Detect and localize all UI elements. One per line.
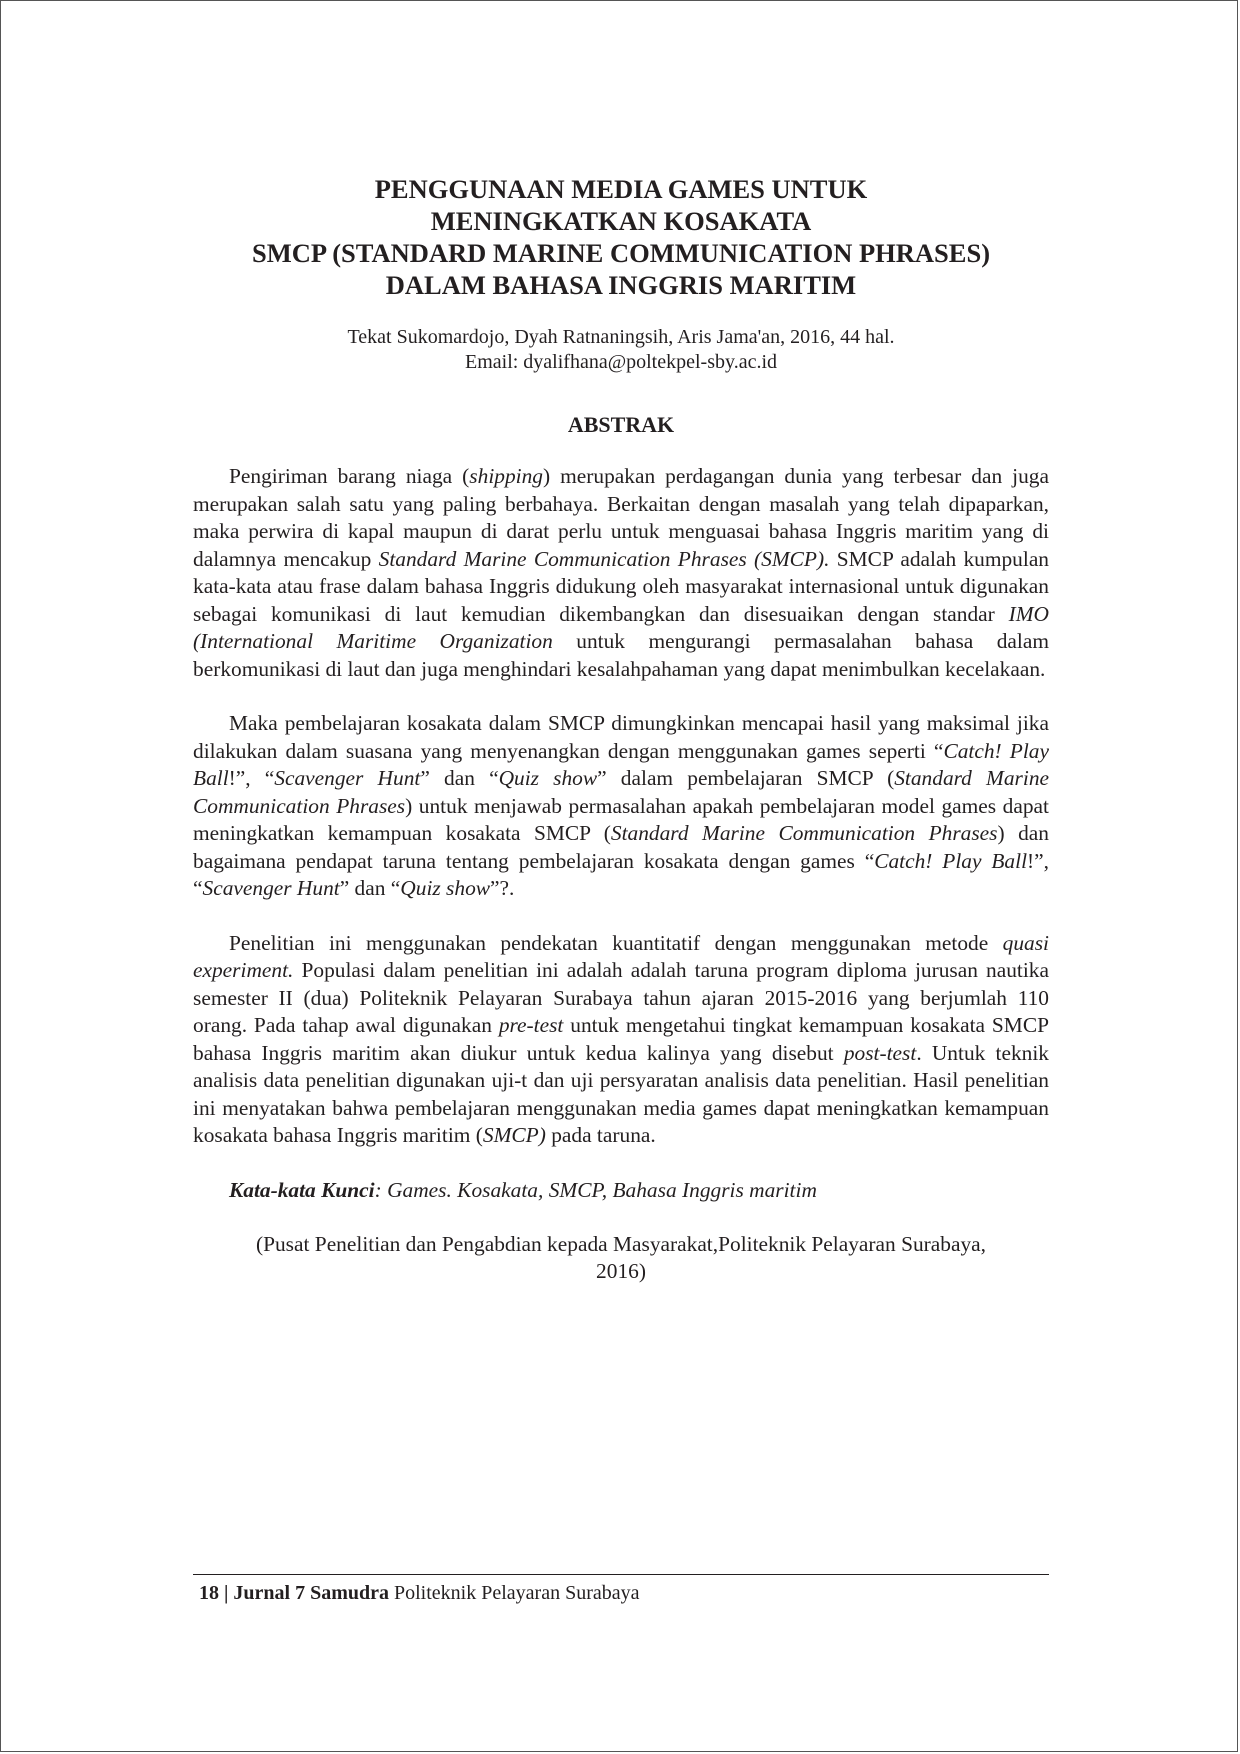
- italic-run: pre-test: [498, 1013, 564, 1037]
- text-run: !”, “: [228, 766, 275, 790]
- italic-run: Quiz show: [400, 876, 491, 900]
- italic-run: quasi experiment.: [193, 930, 1049, 982]
- keywords-line: [193, 1177, 1049, 1204]
- text-run: . Untuk teknik analisis data penelitian digunakan uji-t dan uji persyaratan analisis data penelitian. Hasil penelitian ini menyatakan bahwa pembelajaran menggunakan media games dapat meningkatkan kemampuan kosakata bahasa Inggris maritim (: [193, 1040, 1049, 1147]
- title-line: SMCP (STANDARD MARINE COMMUNICATION PHRASES): [251, 238, 991, 268]
- italic-run: Standard Marine Communication Phrases: [610, 821, 998, 845]
- text-run: Pengiriman barang niaga (: [229, 464, 470, 488]
- abstract-paragraph-2: [193, 710, 1049, 903]
- text-run: !”, “: [193, 848, 1049, 900]
- page-footer: [193, 1574, 1049, 1606]
- italic-run: Standard Marine Communication Phrases: [193, 766, 1050, 818]
- affiliation-line: (Pusat Penelitian dan Pengabdian kepada Masyarakat,Politeknik Pelayaran Surabaya,: [255, 1231, 987, 1256]
- email-line: Email: dyalifhana@poltekpel-sby.ac.id: [464, 351, 778, 373]
- article-title: [193, 173, 1049, 301]
- text-run: Maka pembelajaran kosakata dalam SMCP dimungkinkan mencapai hasil yang maksimal jika dilakukan dalam suasana yang menyenangkan dengan menggunakan games seperti “: [193, 711, 1049, 763]
- text-run: ) untuk menjawab permasalahan apakah pembelajaran model games dapat meningkatkan kemampuan kosakata SMCP (: [193, 793, 1049, 845]
- text-run: ”?.: [490, 876, 515, 900]
- abstract-paragraph-3: [193, 930, 1049, 1150]
- title-line: DALAM BAHASA INGGRIS MARITIM: [385, 270, 857, 300]
- affiliation-line: 2016): [596, 1258, 646, 1283]
- italic-run: shipping: [469, 464, 543, 488]
- italic-run: Scavenger Hunt: [274, 766, 421, 790]
- abstract-paragraph-1: [193, 463, 1049, 683]
- title-line: PENGGUNAAN MEDIA GAMES UNTUK: [374, 174, 868, 204]
- page-number: 18: [199, 1582, 219, 1604]
- keywords-text: : Games. Kosakata, SMCP, Bahasa Inggris maritim: [374, 1177, 817, 1202]
- italic-run: SMCP): [482, 1123, 546, 1147]
- text-run: ” dan “: [420, 766, 499, 790]
- text-run: Populasi dalam penelitian ini adalah adalah taruna program diploma jurusan nautika semester II (dua) Politeknik Pelayaran Surabaya tahun ajaran 2015-2016 yang berjumlah 110 orang. Pada tahap awal digunakan: [193, 958, 1049, 1037]
- text-run: ” dalam pembelajaran SMCP (: [597, 766, 895, 790]
- authors-line: Tekat Sukomardojo, Dyah Ratnaningsih, Aris Jama'an, 2016, 44 hal.: [347, 326, 895, 348]
- keywords-label: Kata-kata Kunci: [229, 1177, 375, 1202]
- text-run: SMCP adalah kumpulan kata-kata atau frase dalam bahasa Inggris didukung oleh masyarakat internasional untuk digunakan sebagai komunikasi di laut kemudian dikembangkan dan disesuaikan dengan standar: [193, 546, 1050, 626]
- italic-run: Quiz show: [498, 766, 598, 790]
- italic-run: Scavenger Hunt: [202, 876, 340, 900]
- text-run: untuk mengurangi permasalahan bahasa dalam berkomunikasi di laut dan juga menghindari kesalahpahaman yang dapat menimbulkan kecelakaan.: [193, 629, 1049, 681]
- footer-separator: |: [219, 1582, 234, 1604]
- text-run: untuk mengetahui tingkat kemampuan kosakata SMCP bahasa Inggris maritim akan diukur untuk kedua kalinya yang disebut: [193, 1013, 1049, 1065]
- institution-name: Politeknik Pelayaran Surabaya: [389, 1582, 640, 1604]
- italic-run: Catch! Play Ball: [193, 738, 1050, 790]
- text-run: Penelitian ini menggunakan pendekatan kuantitatif dengan menggunakan metode: [229, 930, 1003, 955]
- abstract-heading: ABSTRAK: [567, 412, 675, 437]
- text-run: ) dan bagaimana pendapat taruna tentang pembelajaran kosakata dengan games “: [193, 821, 1050, 873]
- italic-run: IMO (International Maritime Organization: [193, 601, 1049, 653]
- journal-name: Jurnal 7 Samudra: [233, 1582, 389, 1604]
- text-run: ” dan “: [339, 876, 401, 900]
- author-block: [193, 325, 1049, 375]
- text-run: ) merupakan perdagangan dunia yang terbesar dan juga merupakan salah satu yang paling berbahaya. Berkaitan dengan masalah yang telah dipaparkan, maka perwira di kapal maupun di darat perlu untuk menguasai bahasa Inggris maritim yang di dalamnya mencakup: [193, 464, 1049, 571]
- article-content: [193, 173, 1049, 1285]
- italic-run: Catch! Play Ball: [874, 848, 1028, 873]
- affiliation: [193, 1231, 1049, 1285]
- italic-run: Standard Marine Communication Phrases (SMCP).: [378, 546, 830, 571]
- italic-run: post-test: [843, 1040, 917, 1065]
- text-run: pada taruna.: [545, 1123, 656, 1147]
- title-line: MENINGKATKAN KOSAKATA: [430, 206, 812, 236]
